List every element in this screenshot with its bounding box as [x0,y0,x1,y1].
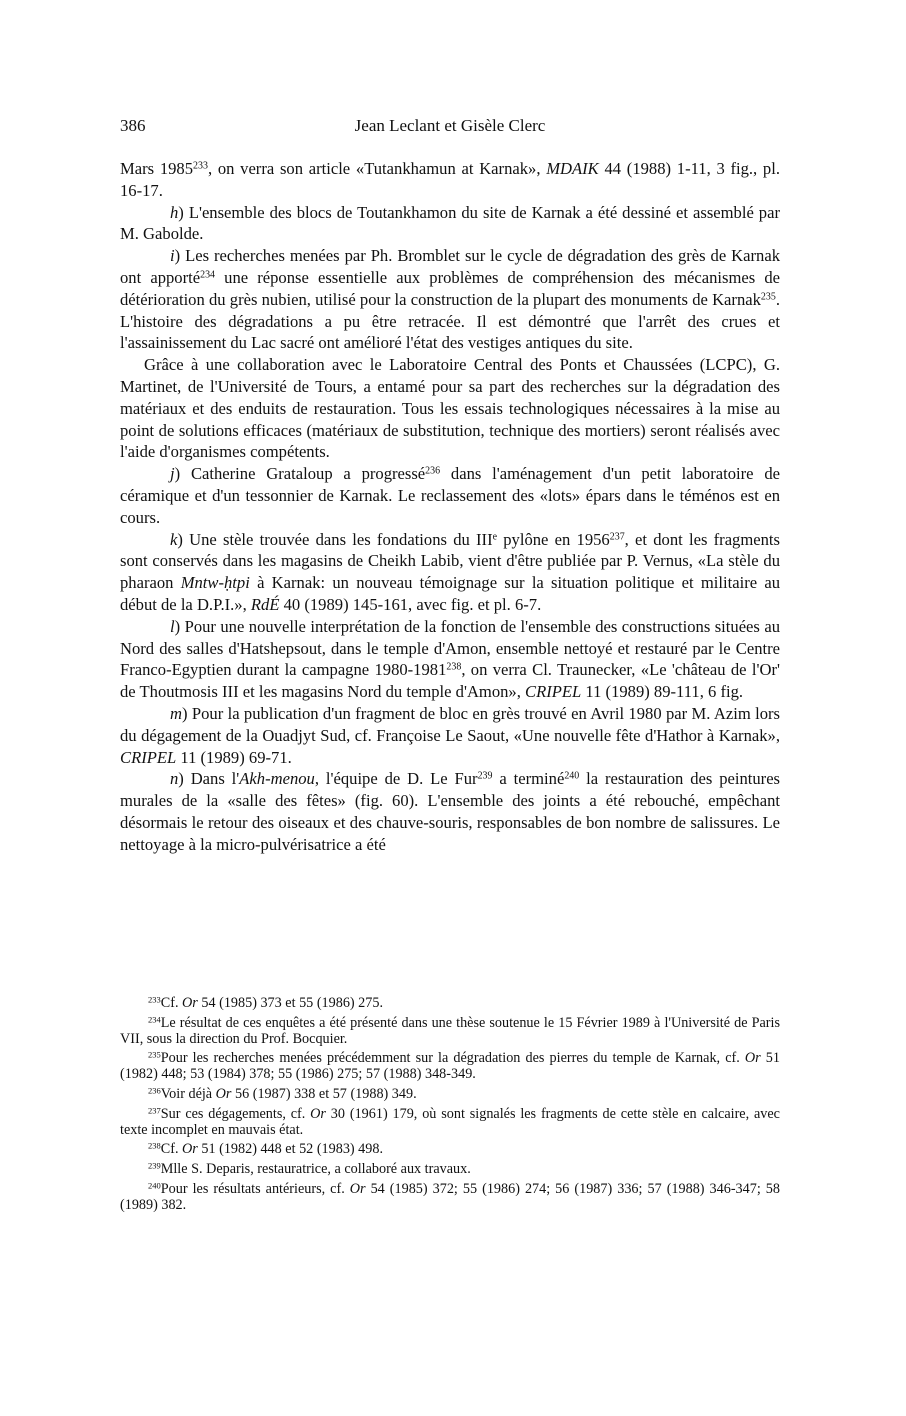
text-run: ) Pour la publication d'un fragment de bloc en grès trouvé en Avril 1980 par M. Azim lors du dégagement de la Ouadjyt Sud, cf. Françoise Le Saout, «Une nouvelle fête d'Hathor à Karnak», [120,703,780,745]
text-run: 30 (1961) 179, où sont signalés les fragments de cette stèle en calcaire, avec texte incomplet en mauvais état. [120,1105,780,1138]
body-text [120,158,780,856]
text-run: Le résultat de ces enquêtes a été présenté dans une thèse soutenue le 15 Février 1989 à l'Université de Paris VII, sous la direction du Prof. Bocquier. [120,1014,780,1047]
italic-text: k [170,529,178,549]
text-run: ) Une stèle trouvée dans les fondations du III [177,529,493,549]
note-ref: 239 [148,1160,161,1171]
footnote-239 [120,1162,780,1178]
text-run: , et dont les fragments sont conservés dans les magasins de Cheikh Labib, vient d'être publiée par P. Vernus, «La stèle du pharaon [120,529,780,593]
note-ref: 234 [200,269,216,281]
paragraph-i [120,245,780,354]
italic-text: Or [182,995,198,1011]
footnote-240 [120,1182,780,1214]
italic-text: RdÉ [250,594,280,614]
paragraph-k [120,529,780,616]
text-run: Grâce à une collaboration avec le Laboratoire Central des Ponts et Chaussées (LCPC), G. Martinet, de l'Université de Tours, a entamé pour sa part des recherches sur la dégradation des matériaux et des enduits de restauration. Tous les essais technologiques nécessaires à la mise au point de solutions efficaces (matériaux de substitution, technique des mortiers) seront réalisés avec l'aide d'organismes compétents. [120,355,780,462]
text-run: ) Dans l' [178,769,240,789]
text-run: ) Les recherches menées par Ph. Bromblet sur le cycle de dégradation des grès de Karnak ont apporté [120,246,780,287]
text-run: Voir déjà [160,1085,216,1102]
text-run: 44 (1988) 1-11, 3 fig., pl. 16-17. [120,159,780,200]
paragraph-j [120,463,780,528]
note-ref: 238 [148,1140,161,1151]
footnote-233 [120,996,780,1012]
italic-text: Or [349,1180,366,1197]
italic-text: Mntw-ḥtpi [180,573,250,593]
text-run: , on verra Cl. Traunecker, «Le 'château de l'Or' de Thoutmosis III et les magasins Nord du temple d'Amon», [120,660,780,702]
text-run: 51 (1982) 448 et 52 (1983) 498. [197,1141,384,1158]
italic-text: MDAIK [546,159,599,178]
text-run: a terminé [492,769,565,789]
italic-text: Or [182,1141,198,1158]
paragraph-lcpc [120,354,780,463]
text-run: Mars 1985 [120,159,194,178]
note-ref: e [492,531,498,543]
note-ref: 234 [148,1014,161,1025]
footnote-235 [120,1051,780,1083]
note-ref: 238 [446,661,462,673]
italic-text: Or [310,1105,326,1122]
text-run: à Karnak: un nouveau témoignage sur la situation politique et militaire au début de la D.P.I.», [120,573,780,614]
footnote-238 [120,1142,780,1158]
text-run: , on verra son article «Tutankhamun at Karnak», [207,159,547,178]
note-ref: 233 [193,160,208,172]
note-ref: 236 [148,1085,161,1096]
italic-text: h [170,202,179,222]
note-ref: 235 [760,291,776,303]
italic-text: m [170,703,182,723]
italic-text: j [170,464,175,484]
note-ref: 237 [609,531,625,543]
paragraph-continued [120,158,780,202]
text-run: Pour les résultats antérieurs, cf. [160,1180,350,1197]
italic-text: Or [744,1050,761,1067]
text-run: 56 (1987) 338 et 57 (1988) 349. [231,1085,417,1102]
text-run: Cf. [160,1141,183,1158]
text-run: , l'équipe de D. Le Fur [314,769,478,789]
note-ref: 236 [425,465,441,477]
note-ref: 235 [148,1049,161,1060]
text-run: dans l'aménagement d'un petit laboratoire de céramique et d'un tessonnier de Karnak. Le reclassement des «lots» épars dans le téménos est en cours. [120,464,780,527]
italic-text: CRIPEL [525,682,582,702]
paragraph-m [120,703,780,768]
italic-text: l [170,616,175,636]
text-run: 11 (1989) 69-71. [176,747,292,767]
text-run: Sur ces dégagements, cf. [160,1105,311,1122]
running-title: Jean Leclant et Gisèle Clerc [354,116,546,135]
page-number: 386 [120,116,146,135]
note-ref: 239 [477,770,493,782]
paragraph-l [120,616,780,703]
note-ref: 237 [148,1105,161,1116]
text-run: Mlle S. Deparis, restauratrice, a collaboré aux travaux. [160,1161,471,1178]
italic-text: Or [215,1085,232,1102]
page-header [120,116,780,140]
note-ref: 240 [564,770,580,782]
paragraph-n [120,768,780,855]
note-ref: 240 [148,1180,161,1191]
text-run: la restauration des peintures murales de la «salle des fêtes» (fig. 60). L'ensemble des joints a été rebouché, empêchant désormais le retour des oiseaux et des chauve-souris, responsables de bon nombre de salissures. Le nettoyage à la micro-pulvérisatrice a été [120,769,781,854]
text-run: Pour les recherches menées précédemment sur la dégradation des pierres du temple de Karnak, cf. [160,1050,745,1067]
text-run: une réponse essentielle aux problèmes de compréhension des mécanismes de détérioration du grès nubien, utilisé pour la construction de la plupart des monuments de Karnak [120,267,780,309]
footnote-234 [120,1016,780,1048]
text-run: 54 (1985) 373 et 55 (1986) 275. [197,995,384,1011]
footnotes [120,996,780,1218]
text-run: 40 (1989) 145-161, avec fig. et pl. 6-7. [279,594,542,614]
text-run: . L'histoire des dégradations a pu être retracée. Il est démontré que l'arrêt des crues et l'assainissement du Lac sacré ont amélioré l'état des vestiges antiques du site. [120,289,780,353]
italic-text: Akh-menou [239,769,315,789]
text-run: ) Pour une nouvelle interprétation de la fonction de l'ensemble des constructions situées au Nord des salles d'Hatshepsout, dans le temple d'Amon, ensemble nettoyé et restauré par le Centre Franco-Egyptien durant la campagne 1980-1981 [120,616,780,680]
text-run: pylône en 1956 [497,529,610,549]
text-run: 54 (1985) 372; 55 (1986) 274; 56 (1987) 336; 57 (1988) 346-347; 58 (1989) 382. [120,1180,780,1213]
text-run: ) L'ensemble des blocs de Toutankhamon du site de Karnak a été dessiné et assemblé par M. Gabolde. [120,202,780,244]
italic-text: n [170,769,179,789]
text-run: Cf. [160,995,183,1011]
text-run: 11 (1989) 89-111, 6 fig. [581,682,744,702]
italic-text: i [170,246,175,266]
footnote-237 [120,1107,780,1139]
text-run: ) Catherine Grataloup a progressé [174,464,426,484]
paragraph-h [120,202,780,246]
footnote-236 [120,1087,780,1103]
italic-text: CRIPEL [120,747,177,767]
note-ref: 233 [148,994,161,1005]
text-run: 51 (1982) 448; 53 (1984) 378; 55 (1986) 275; 57 (1988) 348-349. [120,1050,780,1083]
